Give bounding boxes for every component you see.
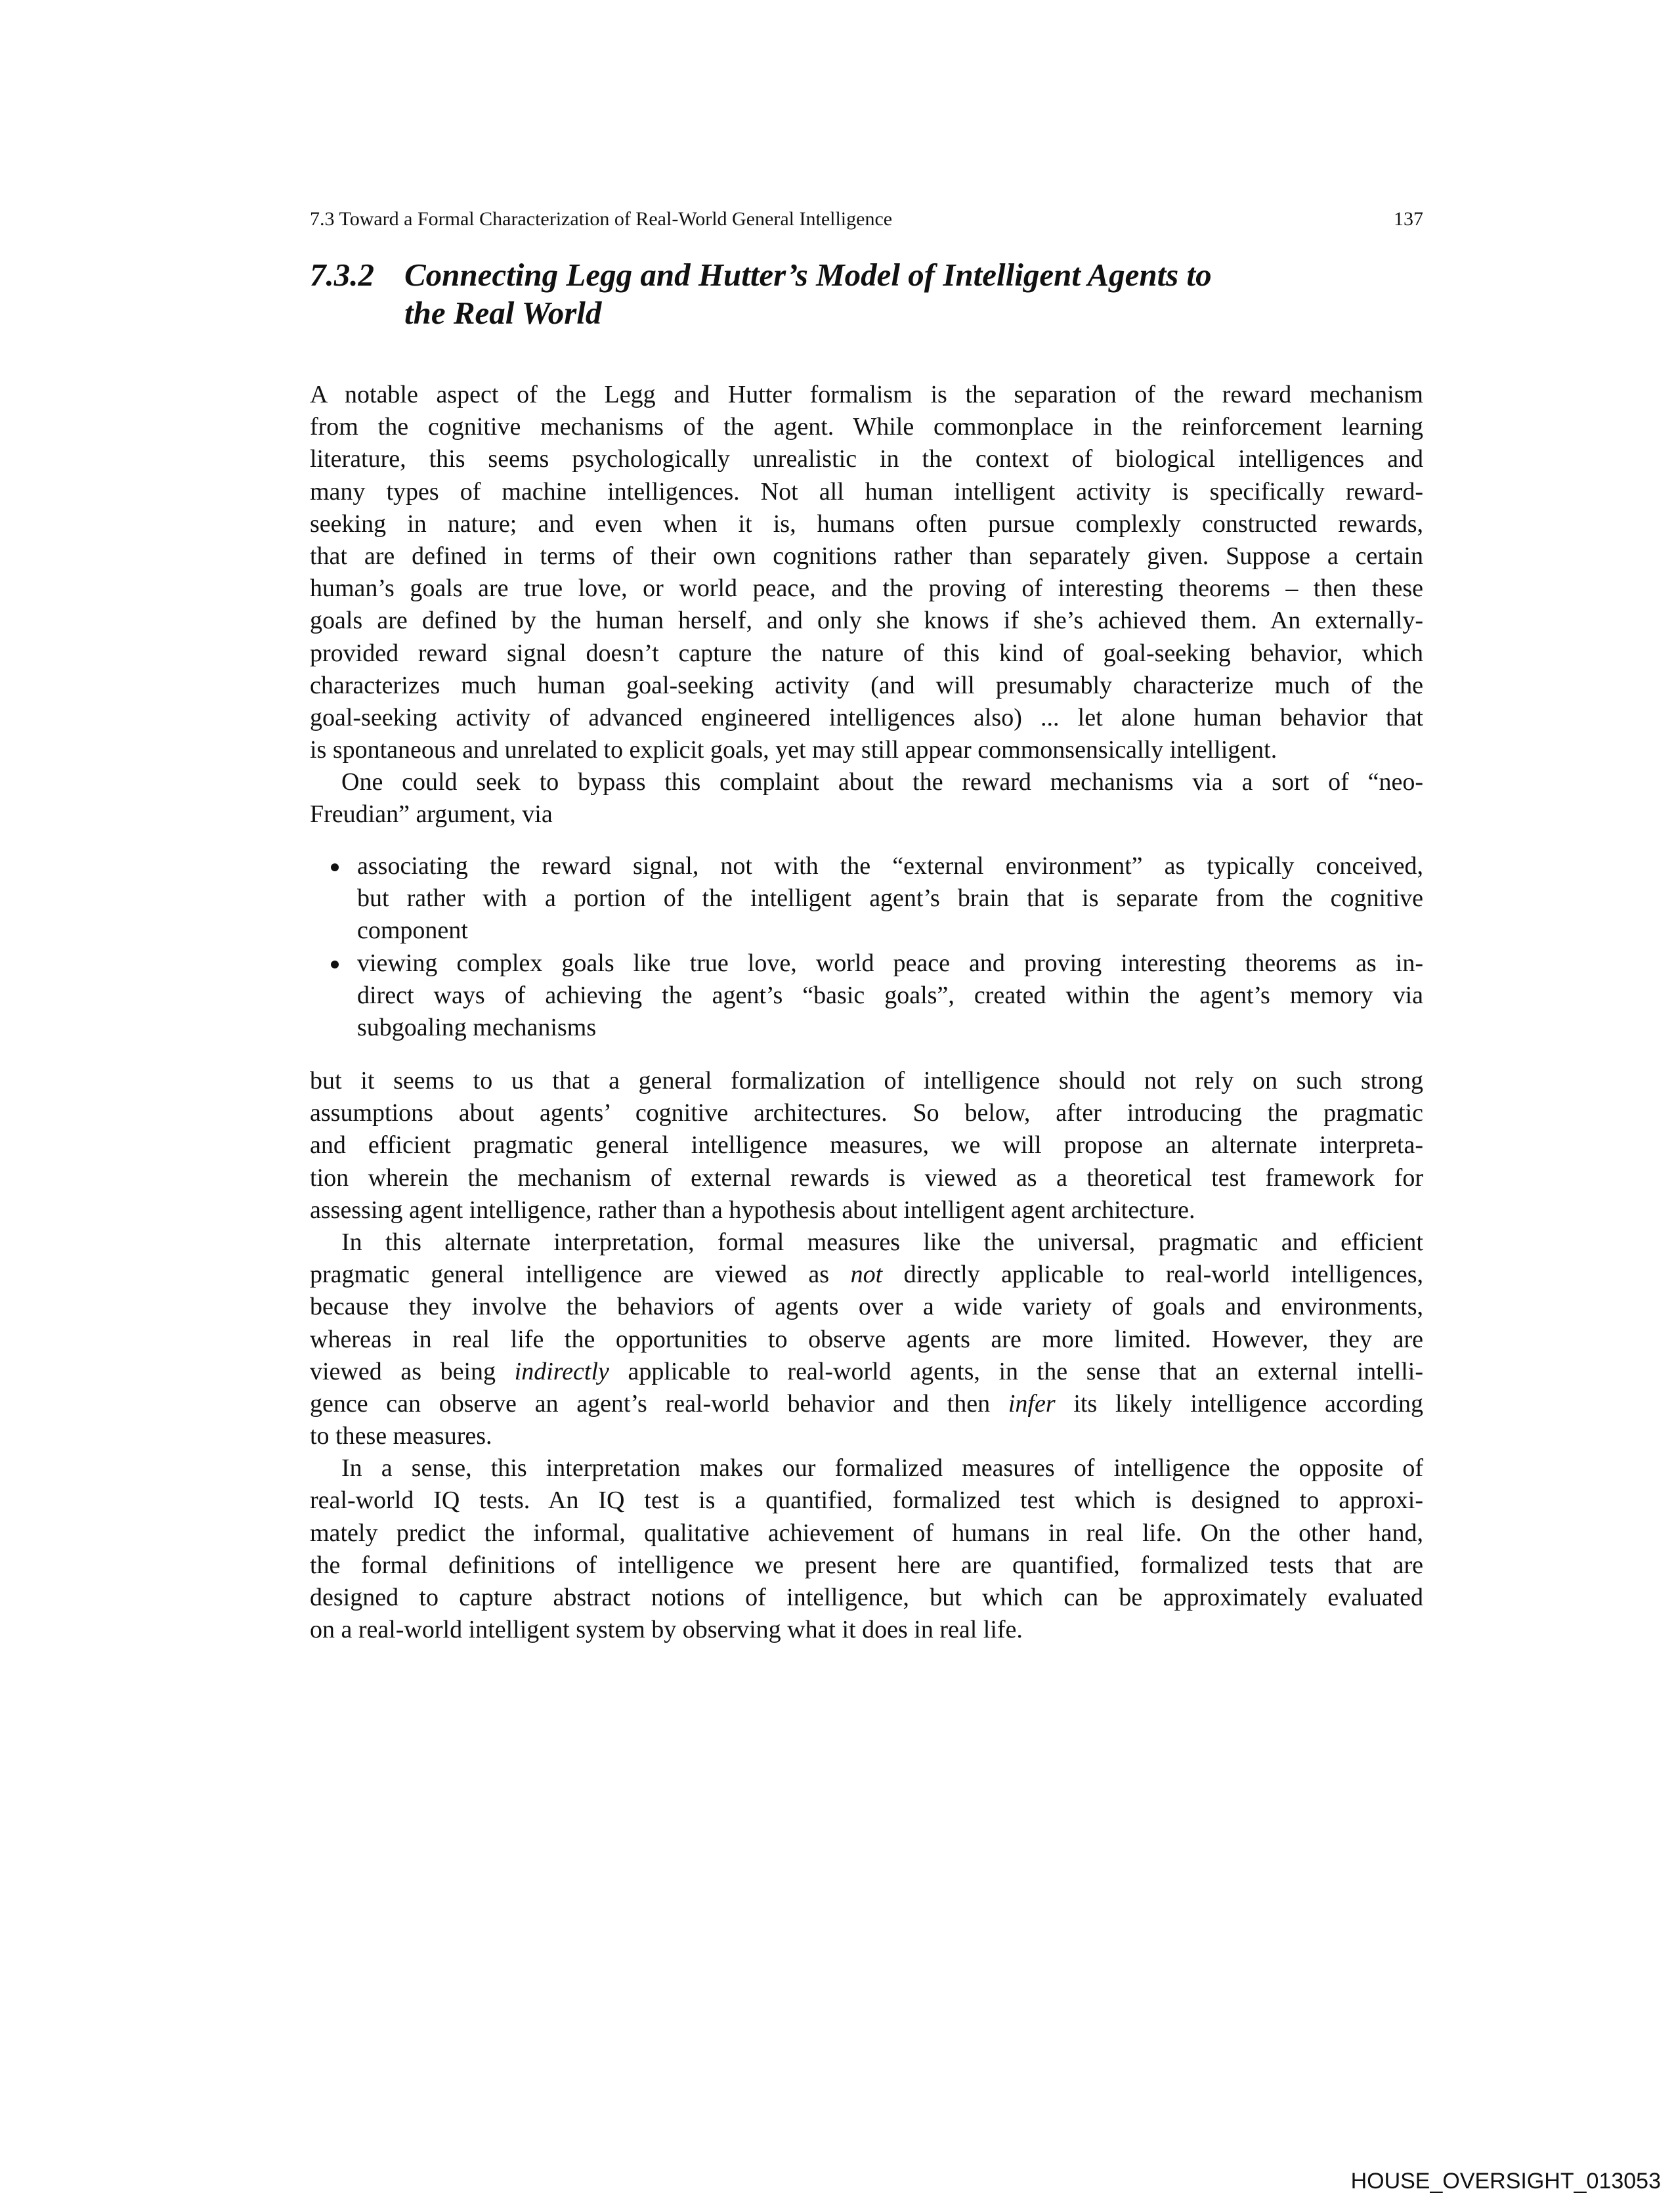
text-span: gence can observe an agent’s real-world behavior and then xyxy=(310,1389,1008,1418)
text-line: One could seek to bypass this complaint about the reward mechanisms via a sort of “neo- xyxy=(341,768,1423,796)
running-head xyxy=(310,205,1423,234)
running-head-section: 7.3 Toward a Formal Characterization of Real-World General Intelligence xyxy=(310,208,893,230)
text-span: its likely intelligence according xyxy=(1055,1389,1423,1418)
text-span: to these measures. xyxy=(310,1422,492,1450)
page-number: 137 xyxy=(1394,208,1423,230)
body-text-upper xyxy=(310,379,1423,831)
text-span: because they involve the behaviors of agents over a wide variety of goals and environments, xyxy=(310,1293,1423,1321)
text-line: seeking in nature; and even when it is, humans often pursue complexly constructed rewards, xyxy=(310,510,1423,538)
text-line: literature, this seems psychologically unrealistic in the context of biological intelligences and xyxy=(310,445,1423,473)
text-line: that are defined in terms of their own cognitions rather than separately given. Suppose a certain xyxy=(310,542,1423,570)
text-line: is spontaneous and unrelated to explicit goals, yet may still appear commonsensically intelligent. xyxy=(310,736,1277,764)
text-line: Freudian” argument, via xyxy=(310,800,553,829)
text-line: on a real-world intelligent system by observing what it does in real life. xyxy=(310,1616,1023,1644)
bullet-list xyxy=(310,850,1423,1044)
emphasized-text: indirectly xyxy=(514,1357,609,1385)
emphasized-text: infer xyxy=(1008,1389,1056,1418)
text-span: pragmatic general intelligence are viewed as xyxy=(310,1261,851,1289)
text-line: characterizes much human goal-seeking activity (and will presumably characterize much of the xyxy=(310,671,1423,699)
text-line: but it seems to us that a general formalization of intelligence should not rely on such strong xyxy=(310,1067,1423,1095)
text-line: assessing agent intelligence, rather than a hypothesis about intelligent agent architecture. xyxy=(310,1196,1195,1224)
text-span: viewed as being xyxy=(310,1357,515,1385)
text-line xyxy=(310,1291,1423,1323)
text-line: subgoaling mechanisms xyxy=(357,1013,597,1041)
bullet-item xyxy=(310,947,1423,1045)
section-title-line-2: the Real World xyxy=(404,295,602,331)
text-span: whereas in real life the opportunities to observe agents are more limited. However, they are xyxy=(310,1325,1423,1353)
text-line xyxy=(310,1259,1423,1291)
text-line: human’s goals are true love, or world peace, and the proving of interesting theorems – then these xyxy=(310,575,1423,603)
text-line xyxy=(310,1226,1423,1259)
text-line: mately predict the informal, qualitative achievement of humans in real life. On the other hand, xyxy=(310,1519,1423,1547)
text-line xyxy=(310,1356,1423,1388)
text-line: viewing complex goals like true love, world peace and proving interesting theorems as in- xyxy=(357,949,1423,977)
text-line xyxy=(310,1388,1423,1420)
text-line: component xyxy=(357,917,468,945)
text-line: assumptions about agents’ cognitive architectures. So below, after introducing the pragmatic xyxy=(310,1099,1423,1127)
text-span: applicable to real-world agents, in the sense that an external intelli- xyxy=(609,1357,1424,1385)
text-span: directly applicable to real-world intelligences, xyxy=(882,1261,1423,1289)
text-line: A notable aspect of the Legg and Hutter formalism is the separation of the reward mechanism xyxy=(310,381,1423,408)
section-heading xyxy=(310,256,1423,332)
text-line: real-world IQ tests. An IQ test is a quantified, formalized test which is designed to approxi- xyxy=(310,1486,1423,1515)
bullet-icon xyxy=(331,863,339,871)
text-line: tion wherein the mechanism of external rewards is viewed as a theoretical test framework for xyxy=(310,1163,1423,1192)
bullet-icon xyxy=(331,961,339,968)
emphasized-text: not xyxy=(850,1261,883,1289)
text-line: designed to capture abstract notions of intelligence, but which can be approximately evaluated xyxy=(310,1584,1423,1611)
text-line: direct ways of achieving the agent’s “basic goals”, created within the agent’s memory via xyxy=(357,981,1423,1009)
text-line xyxy=(310,1420,1423,1452)
bullet-item xyxy=(310,850,1423,947)
text-line: from the cognitive mechanisms of the agent. While commonplace in the reinforcement learning xyxy=(310,413,1423,441)
body-text-lower xyxy=(310,1065,1423,1646)
text-line: the formal definitions of intelligence we present here are quantified, formalized tests that are xyxy=(310,1551,1423,1579)
text-line: but rather with a portion of the intelligent agent’s brain that is separate from the cognitive xyxy=(357,884,1423,913)
text-line xyxy=(310,1324,1423,1356)
text-line: goal-seeking activity of advanced engineered intelligences also) ... let alone human behavior that xyxy=(310,703,1423,731)
text-span: In this alternate interpretation, formal measures like the universal, pragmatic and efficient xyxy=(341,1228,1423,1256)
section-title-line-1: Connecting Legg and Hutter’s Model of Intelligent Agents to xyxy=(404,257,1212,293)
text-line: provided reward signal doesn’t capture the nature of this kind of goal-seeking behavior, which xyxy=(310,639,1423,667)
text-line: In a sense, this interpretation makes our formalized measures of intelligence the opposite of xyxy=(341,1454,1423,1483)
text-line: goals are defined by the human herself, and only she knows if she’s achieved them. An externally- xyxy=(310,607,1423,635)
text-line: and efficient pragmatic general intelligence measures, we will propose an alternate interpreta- xyxy=(310,1131,1423,1160)
section-number: 7.3.2 xyxy=(310,257,374,293)
text-line: associating the reward signal, not with the “external environment” as typically conceived, xyxy=(357,852,1423,880)
text-line: many types of machine intelligences. Not all human intelligent activity is specifically reward- xyxy=(310,477,1423,506)
bates-stamp: HOUSE_OVERSIGHT_013053 xyxy=(1350,2169,1661,2194)
